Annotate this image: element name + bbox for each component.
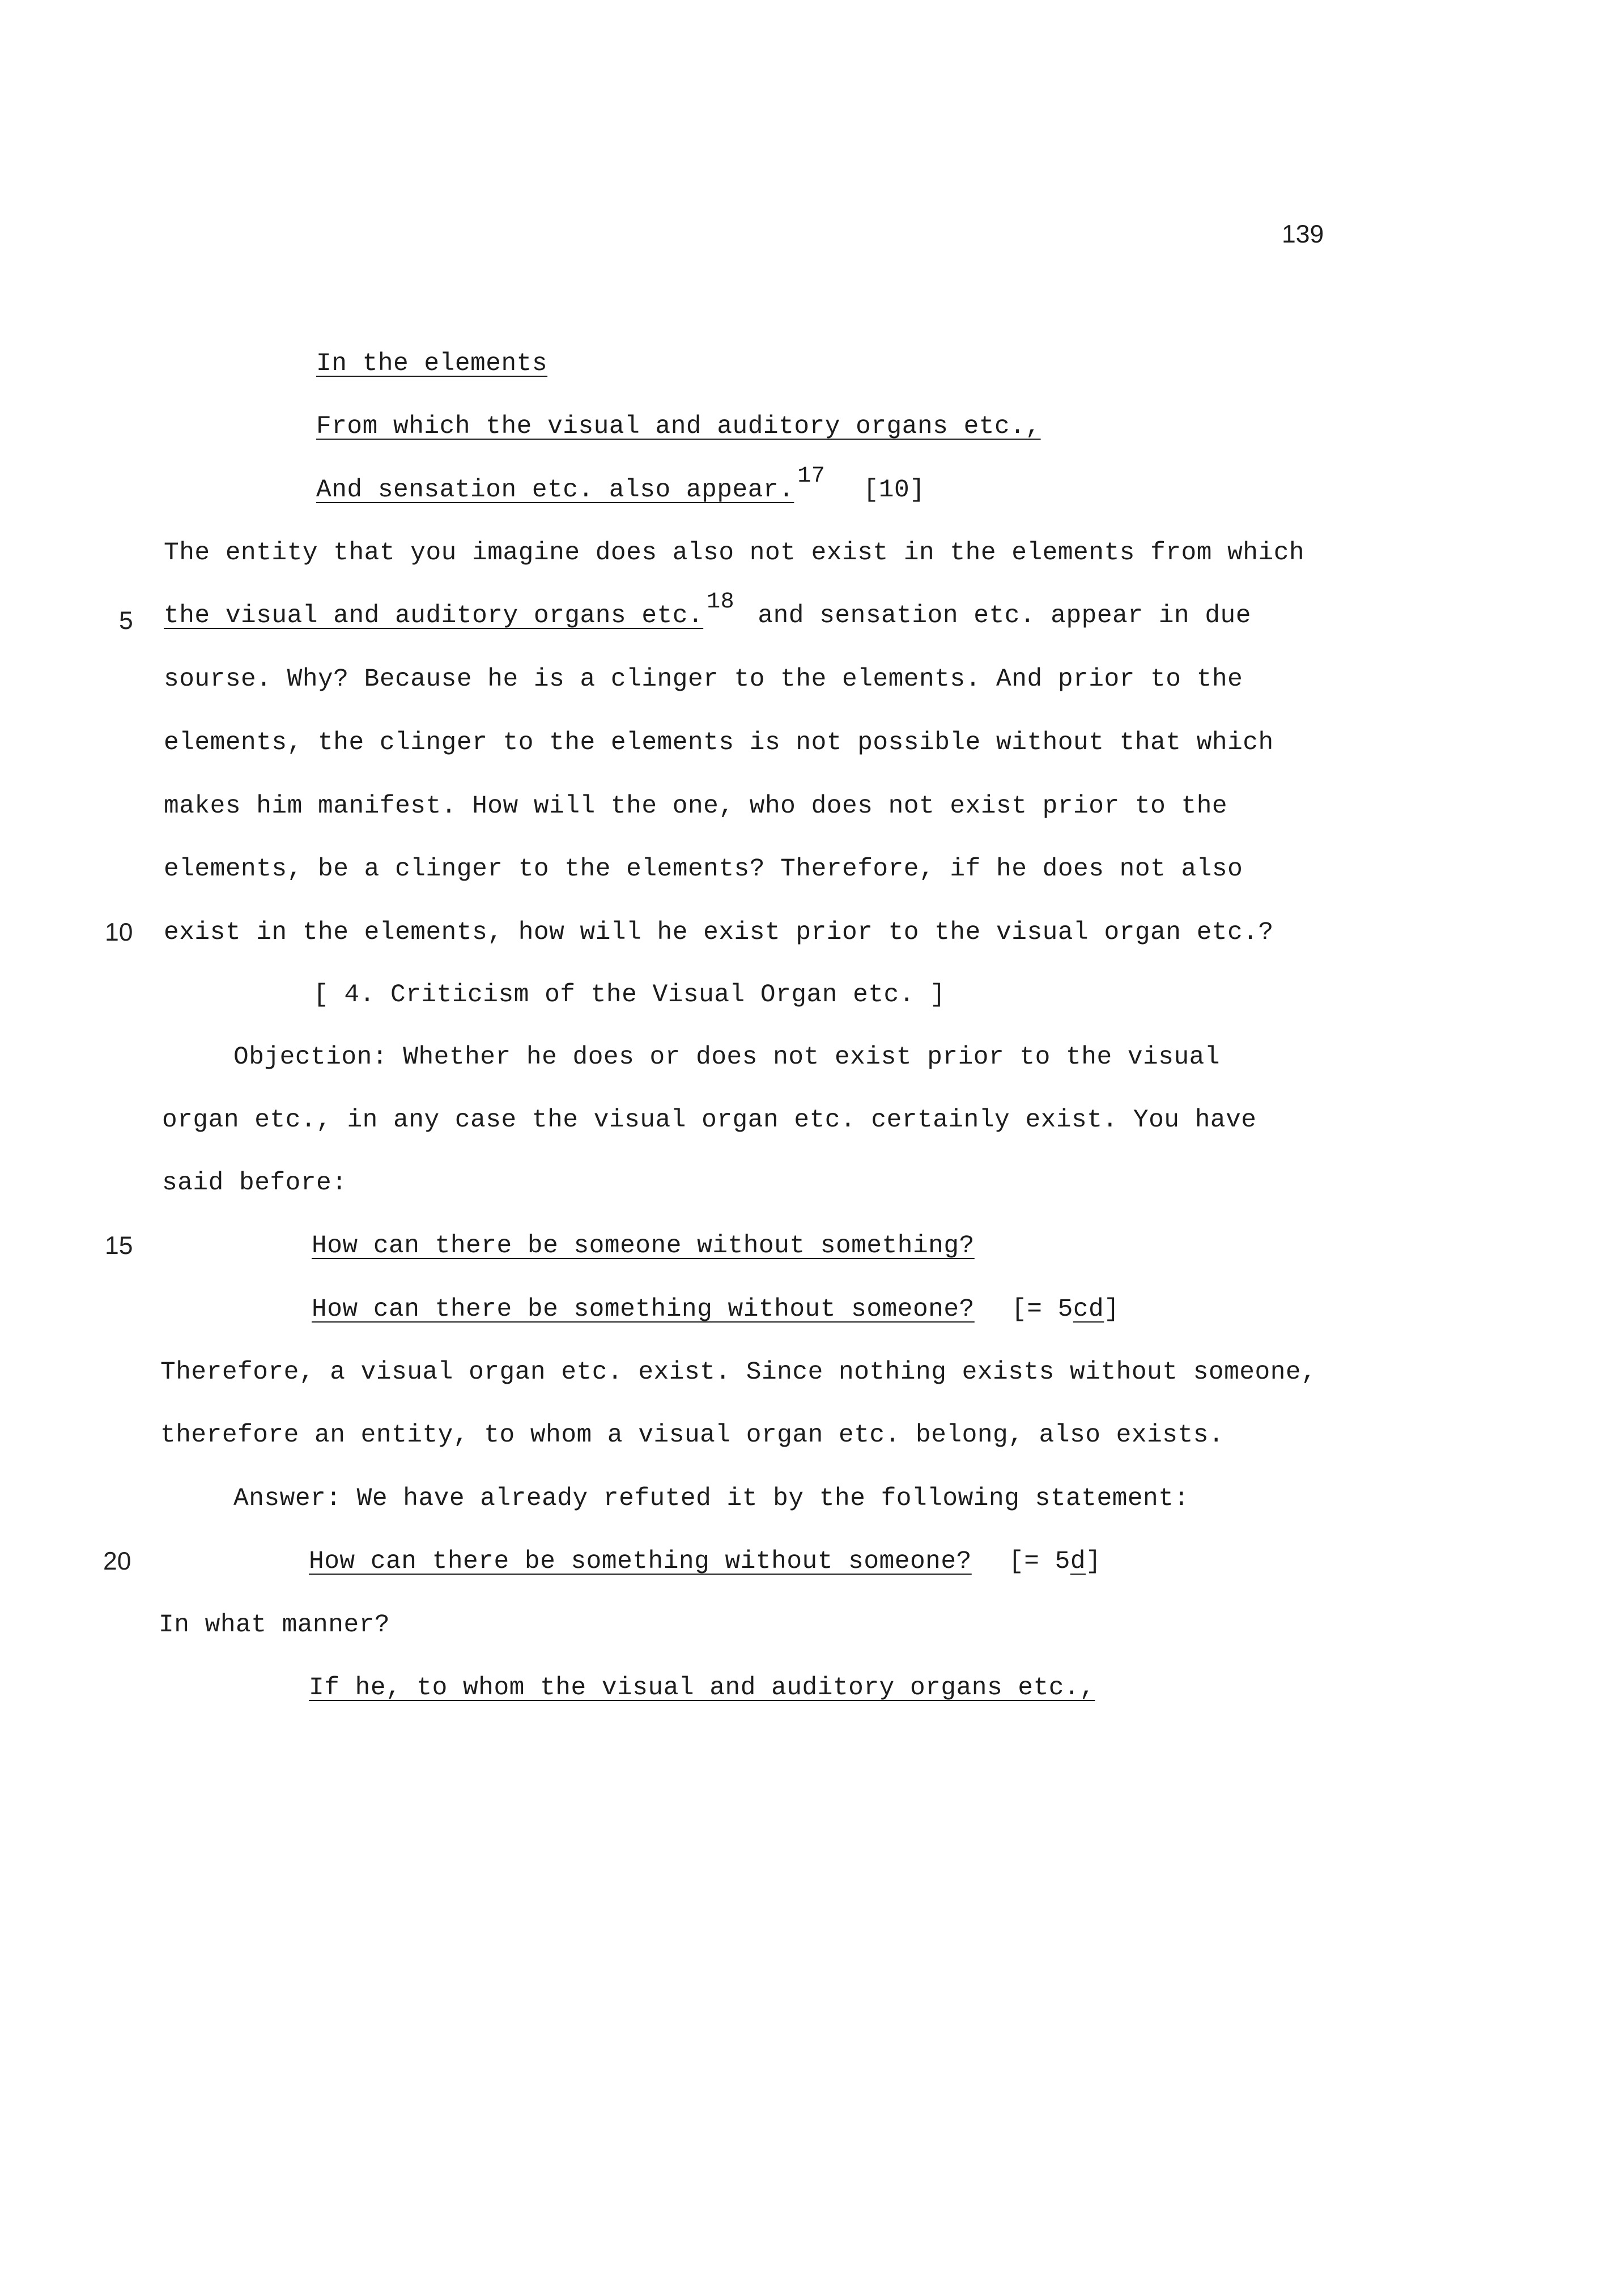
quote2-ref-open: [= 5 — [1009, 1547, 1070, 1576]
objection-line-3: said before: — [162, 1169, 347, 1197]
line-number-15: 15 — [105, 1232, 133, 1260]
quote1-line-2 — [312, 1294, 1119, 1325]
quote1-ref-underlined: cd — [1073, 1295, 1104, 1324]
para1-line-3: sourse. Why? Because he is a clinger to the elements. And prior to the — [164, 665, 1243, 694]
footnote-ref-18: 18 — [707, 589, 735, 615]
quote1-ref-close: ] — [1104, 1295, 1120, 1324]
quote2-ref — [1009, 1547, 1101, 1576]
quote1-line-2-text: How can there be something without someone? — [312, 1295, 975, 1324]
therefore-line-1: Therefore, a visual organ etc. exist. Since nothing exists without someone, — [160, 1358, 1317, 1387]
objection-line-2: organ etc., in any case the visual organ etc. certainly exist. You have — [162, 1106, 1257, 1134]
quote2-ref-underlined: d — [1070, 1547, 1086, 1576]
para1-line-1: The entity that you imagine does also not exist in the elements from which — [164, 539, 1305, 567]
footnote-ref-17: 17 — [797, 464, 826, 489]
section-heading: [ 4. Criticism of the Visual Organ etc. ] — [313, 981, 946, 1009]
para1-line-7: exist in the elements, how will he exist prior to the visual organ etc.? — [164, 919, 1274, 947]
quote1-line-1: How can there be someone without something? — [312, 1232, 975, 1260]
quote2-line-1 — [309, 1546, 1101, 1578]
quote2-ref-close: ] — [1086, 1547, 1102, 1576]
verse-line-3-text: And sensation etc. also appear. — [316, 476, 794, 504]
objection-line-1: Objection: Whether he does or does not exist prior to the visual — [233, 1043, 1221, 1072]
page-number: 139 — [1282, 220, 1324, 248]
line-number-20: 20 — [103, 1547, 131, 1575]
verse-line-3 — [316, 464, 925, 507]
quote2-line-1-text: How can there be something without someone? — [309, 1547, 972, 1576]
para1-line-6: elements, be a clinger to the elements? Therefore, if he does not also — [164, 855, 1243, 883]
quote1-ref-open: [= 5 — [1011, 1295, 1073, 1324]
para1-line-2-rest: and sensation etc. appear in due — [758, 602, 1251, 630]
para1-line-2 — [164, 589, 1251, 633]
verse-line-2: From which the visual and auditory organs etc., — [316, 413, 1041, 441]
quote1-ref — [1011, 1295, 1119, 1324]
para1-line-5: makes him manifest. How will the one, who does not exist prior to the — [164, 792, 1228, 820]
in-what-manner: In what manner? — [159, 1611, 390, 1639]
line-number-10: 10 — [105, 919, 133, 946]
para1-line-4: elements, the clinger to the elements is not possible without that which — [164, 729, 1274, 757]
last-verse-line: If he, to whom the visual and auditory organs etc., — [309, 1674, 1095, 1702]
line-number-5: 5 — [119, 607, 133, 635]
verse-line-1: In the elements — [316, 350, 548, 378]
para1-line-2-underlined: the visual and auditory organs etc. — [164, 602, 704, 630]
answer-line: Answer: We have already refuted it by the following statement: — [233, 1485, 1189, 1513]
verse-ref: [10] — [863, 476, 925, 504]
therefore-line-2: therefore an entity, to whom a visual organ etc. belong, also exists. — [160, 1421, 1225, 1449]
